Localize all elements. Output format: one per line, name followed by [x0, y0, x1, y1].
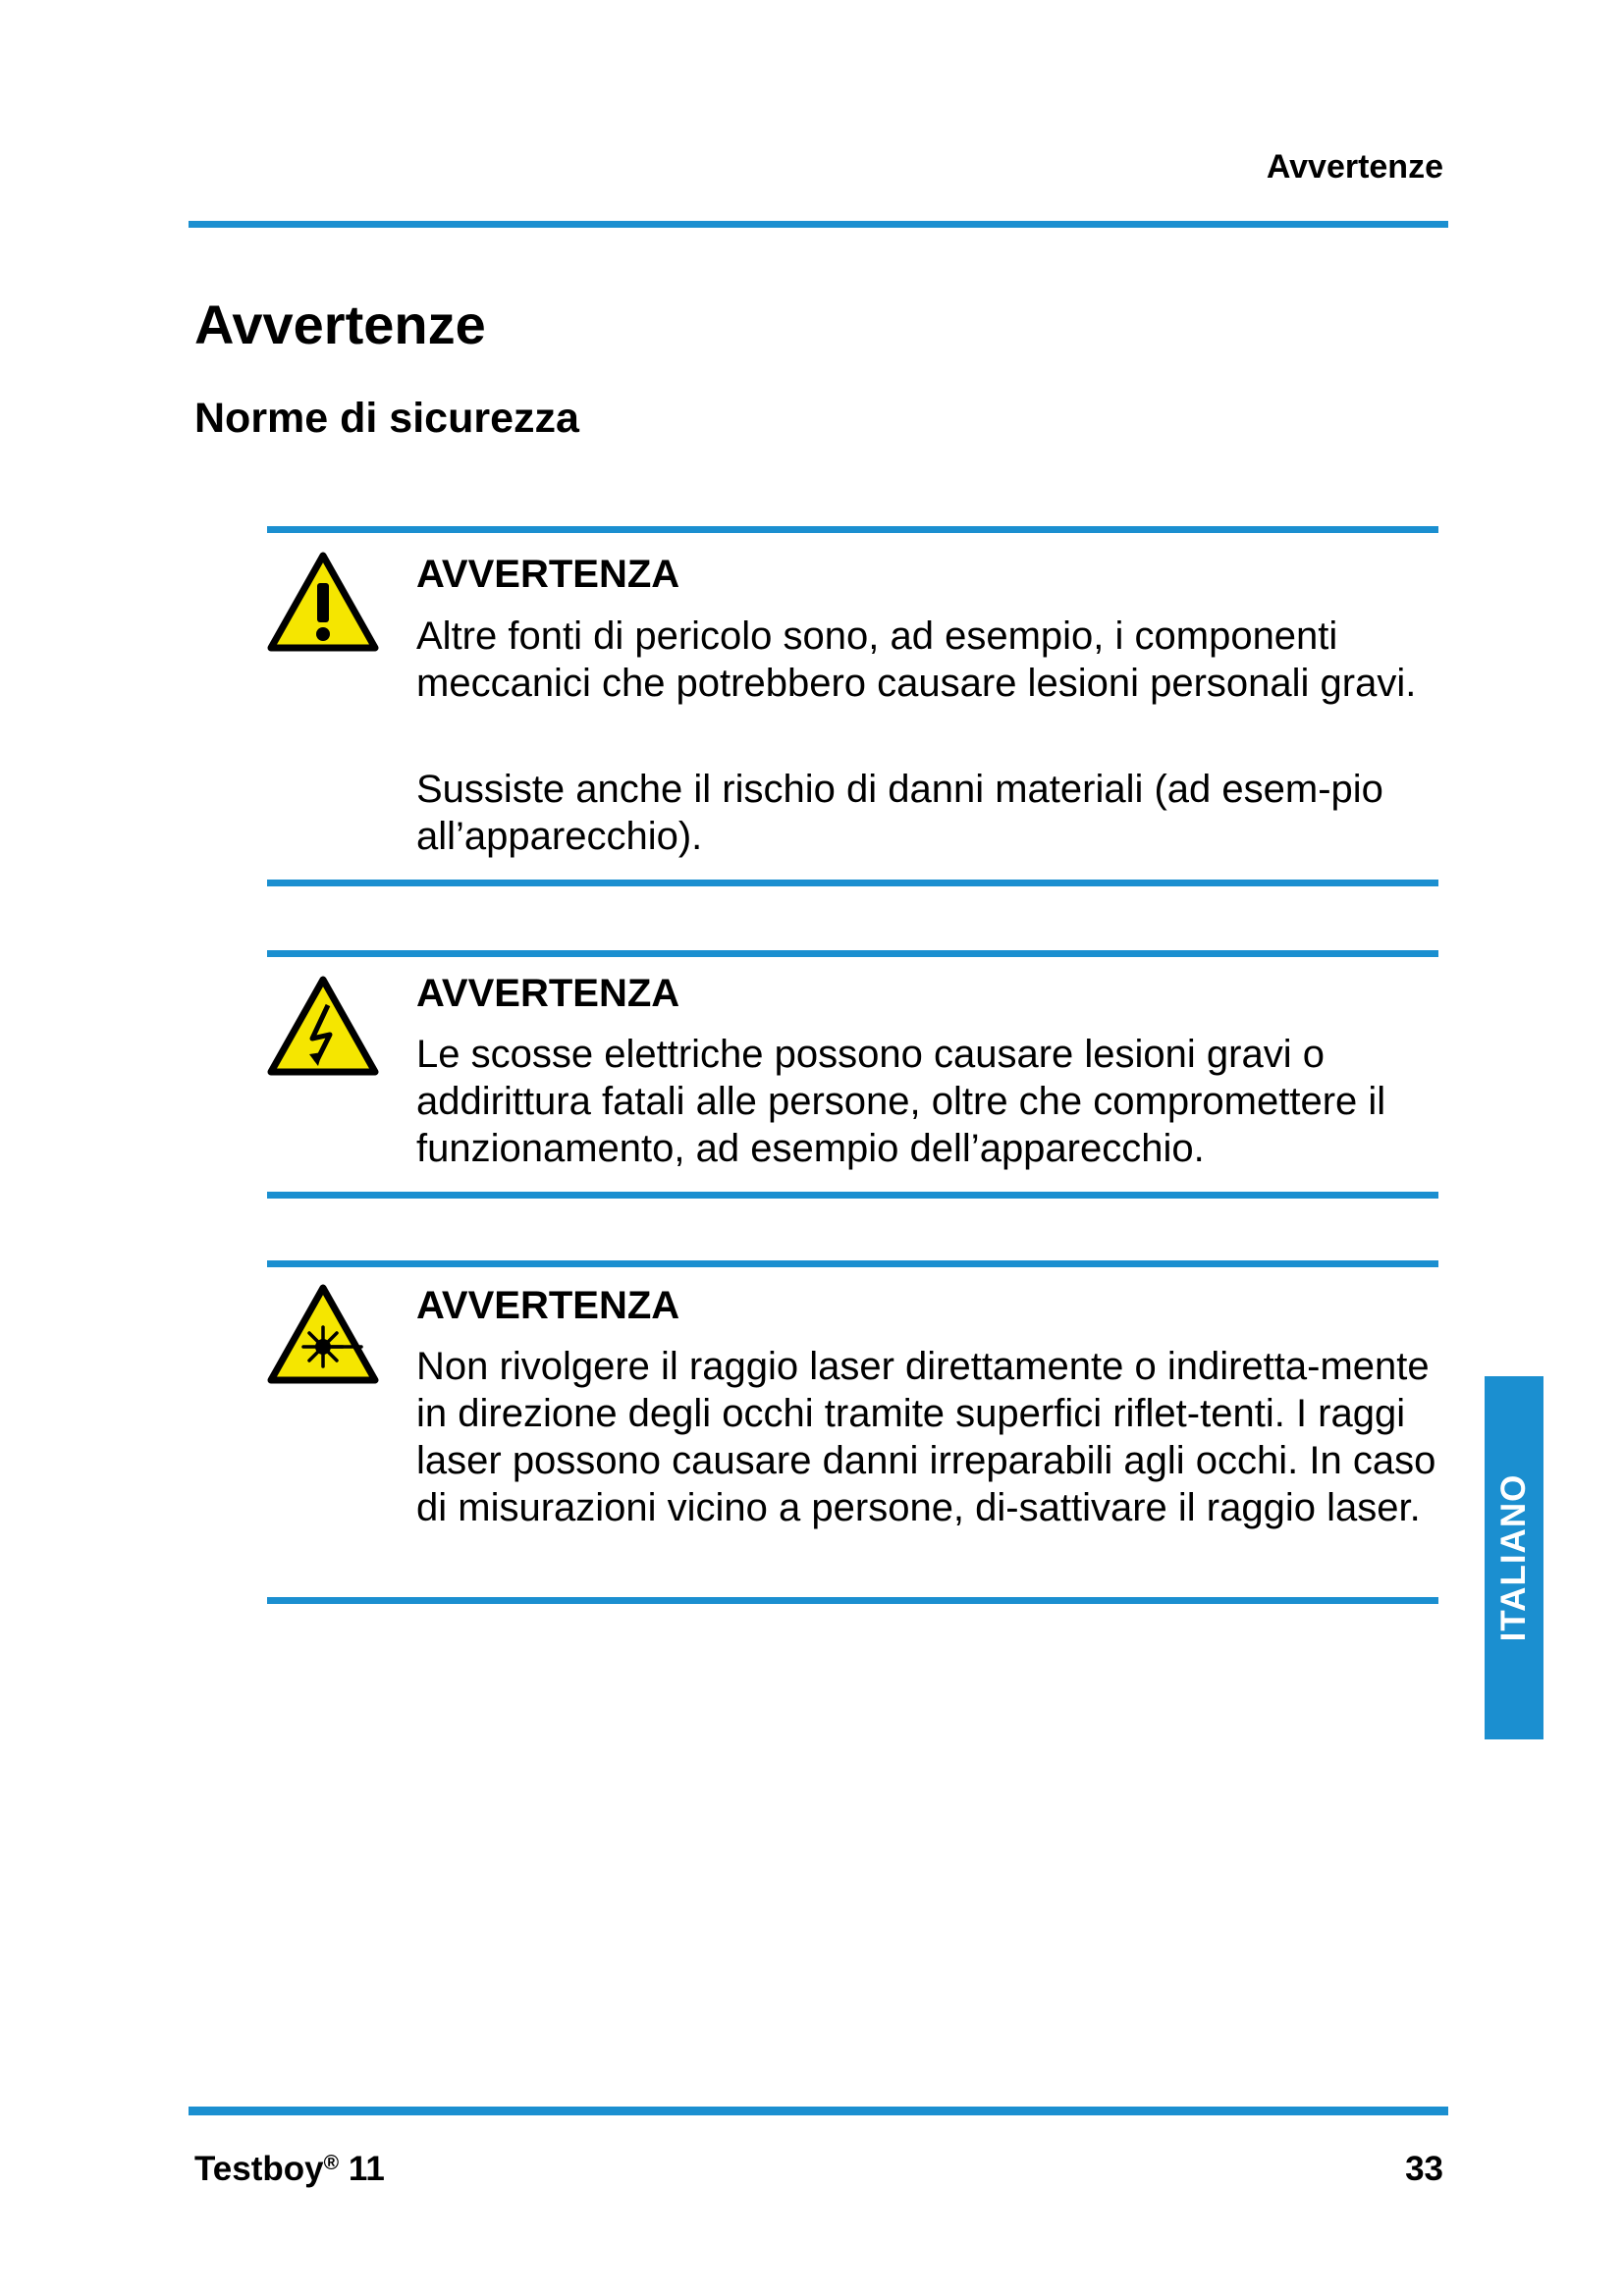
- language-tab: [1485, 1376, 1543, 1739]
- electric-shock-warning-icon: [267, 976, 379, 1078]
- warning-title: AVVERTENZA: [416, 972, 680, 1015]
- header-rule: [189, 221, 1448, 228]
- warning-text: Altre fonti di pericolo sono, ad esempio, i componenti meccanici che potrebbero causare lesioni personali gravi.: [416, 614, 1417, 705]
- warning-top-rule: [267, 950, 1438, 957]
- general-warning-icon: [267, 552, 379, 654]
- product-model: 11: [348, 2150, 385, 2188]
- warning-bottom-rule: [267, 1192, 1438, 1199]
- warning-top-rule: [267, 1260, 1438, 1267]
- footer-product: [194, 2150, 385, 2189]
- laser-warning-icon: [267, 1284, 379, 1386]
- warning-text: Non rivolgere il raggio laser direttamente o indiretta-mente in direzione degli occhi tramite superfici riflet-tenti. I raggi laser possono causare danni irreparabili agli occhi. In caso di misurazioni vicino a persone, di-sattivare il raggio laser.: [416, 1345, 1436, 1529]
- running-header: Avvertenze: [1266, 148, 1443, 186]
- product-name: Testboy: [194, 2150, 324, 2188]
- warning-text: Sussiste anche il rischio di danni materiali (ad esem-pio all’apparecchio).: [416, 768, 1383, 858]
- registered-mark: ®: [323, 2152, 340, 2174]
- warning-top-rule: [267, 526, 1438, 533]
- warning-title: AVVERTENZA: [416, 1284, 680, 1327]
- page-title: Avvertenze: [194, 294, 486, 355]
- warning-bottom-rule: [267, 880, 1438, 886]
- warning-bottom-rule: [267, 1597, 1438, 1604]
- warning-title: AVVERTENZA: [416, 553, 680, 596]
- language-tab-label: ITALIANO: [1494, 1473, 1533, 1642]
- section-title: Norme di sicurezza: [194, 395, 579, 442]
- page-number: 33: [1405, 2150, 1443, 2188]
- footer-rule: [189, 2107, 1448, 2115]
- warning-text: Le scosse elettriche possono causare lesioni gravi o addirittura fatali alle persone, oltre che compromettere il funzionamento, ad esempio dell’apparecchio.: [416, 1033, 1386, 1170]
